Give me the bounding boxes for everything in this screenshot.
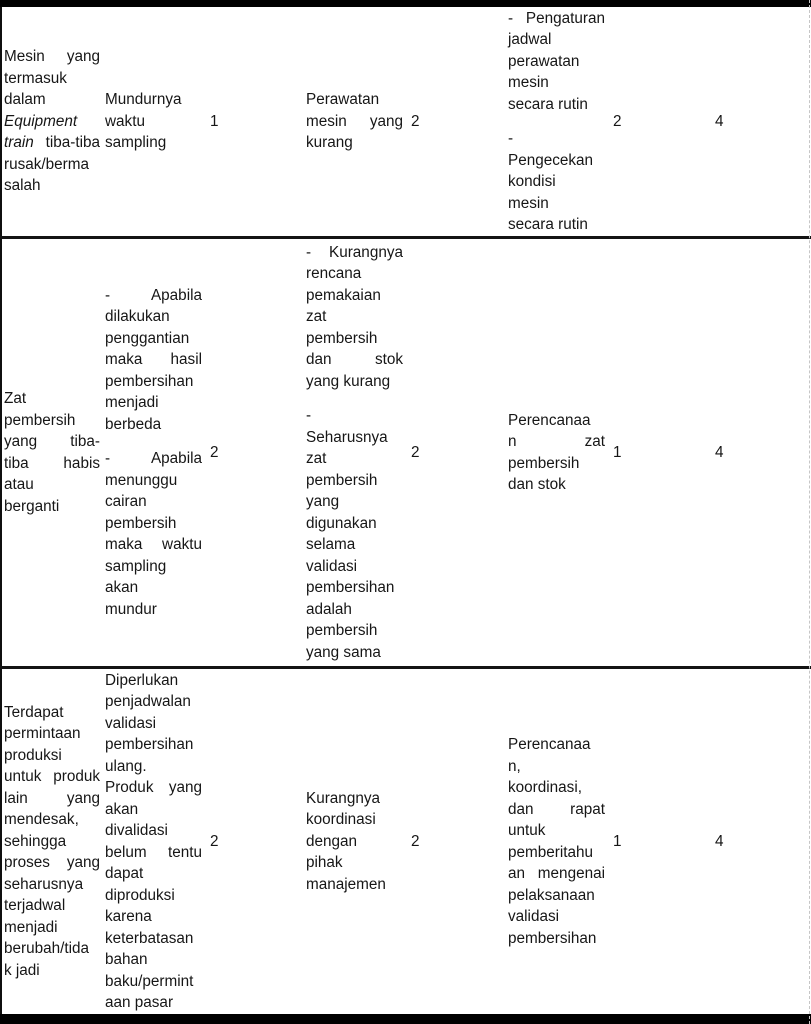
cell-failure-mode: Terdapat permintaan produksi untuk produk lain yang mendesak, sehingga proses yang seharusnya terjadwal menjadi berubah/tida k jadi: [4, 703, 100, 979]
cell-detection: 1: [613, 832, 622, 850]
cell-rpn: 4: [715, 112, 724, 130]
cell-occurrence: 2: [411, 832, 420, 850]
cell-cause: Perawatan mesin yang kurang: [306, 91, 403, 152]
cell-rpn: 4: [715, 832, 724, 850]
table-row: [0, 239, 811, 666]
cell-recommended-action: - Pengaturan jadwal perawatan mesin secara rutin - Pengecekan kondisi mesin secara rutin: [508, 9, 605, 233]
cell-effect: - Apabila dilakukan penggantian maka hasil pembersihan menjadi berbeda - Apabila menunggu cairan pembersih maka waktu sampling akan mundur: [105, 286, 202, 618]
cell-severity: 2: [210, 832, 219, 850]
page-edge-guide: [809, 0, 810, 1024]
cell-severity: 1: [210, 112, 219, 130]
table-row: [0, 669, 811, 1014]
cell-detection: 1: [613, 443, 622, 461]
cell-effect: Mundurnya waktu sampling: [105, 91, 182, 152]
cell-severity: 2: [210, 443, 219, 461]
table-row: [0, 7, 811, 236]
cell-occurrence: 2: [411, 443, 420, 461]
cell-cause: - Kurangnya rencana pemakaian zat pembersih dan stok yang kurang - Seharusnya zat pembersih yang digunakan selama validasi pembersihan adalah pembersih yang sama: [306, 243, 403, 661]
cell-failure-mode: Zat pembersih yang tiba- tiba habis atau berganti: [4, 390, 100, 515]
cell-occurrence: 2: [411, 112, 420, 130]
cell-recommended-action: Perencanaa n zat pembersih dan stok: [508, 411, 605, 493]
cell-effect: Diperlukan penjadwalan validasi pembersihan ulang. Produk yang akan divalidasi belum tentu dapat diproduksi karena keterbatasan bahan baku/permint aan pasar: [105, 671, 202, 1011]
cell-recommended-action: Perencanaa n, koordinasi, dan rapat untuk pemberitahu an mengenai pelaksanaan validasi pembersihan: [508, 736, 605, 947]
table-bottom-border: [0, 1014, 811, 1024]
cell-cause: Kurangnya koordinasi dengan pihak manajemen: [306, 789, 386, 893]
table-top-border: [0, 0, 811, 7]
cell-detection: 2: [613, 112, 622, 130]
cell-failure-mode: Mesin yang termasuk dalam Equipment train tiba-tiba rusak/berma salah: [4, 48, 100, 195]
cell-rpn: 4: [715, 443, 724, 461]
